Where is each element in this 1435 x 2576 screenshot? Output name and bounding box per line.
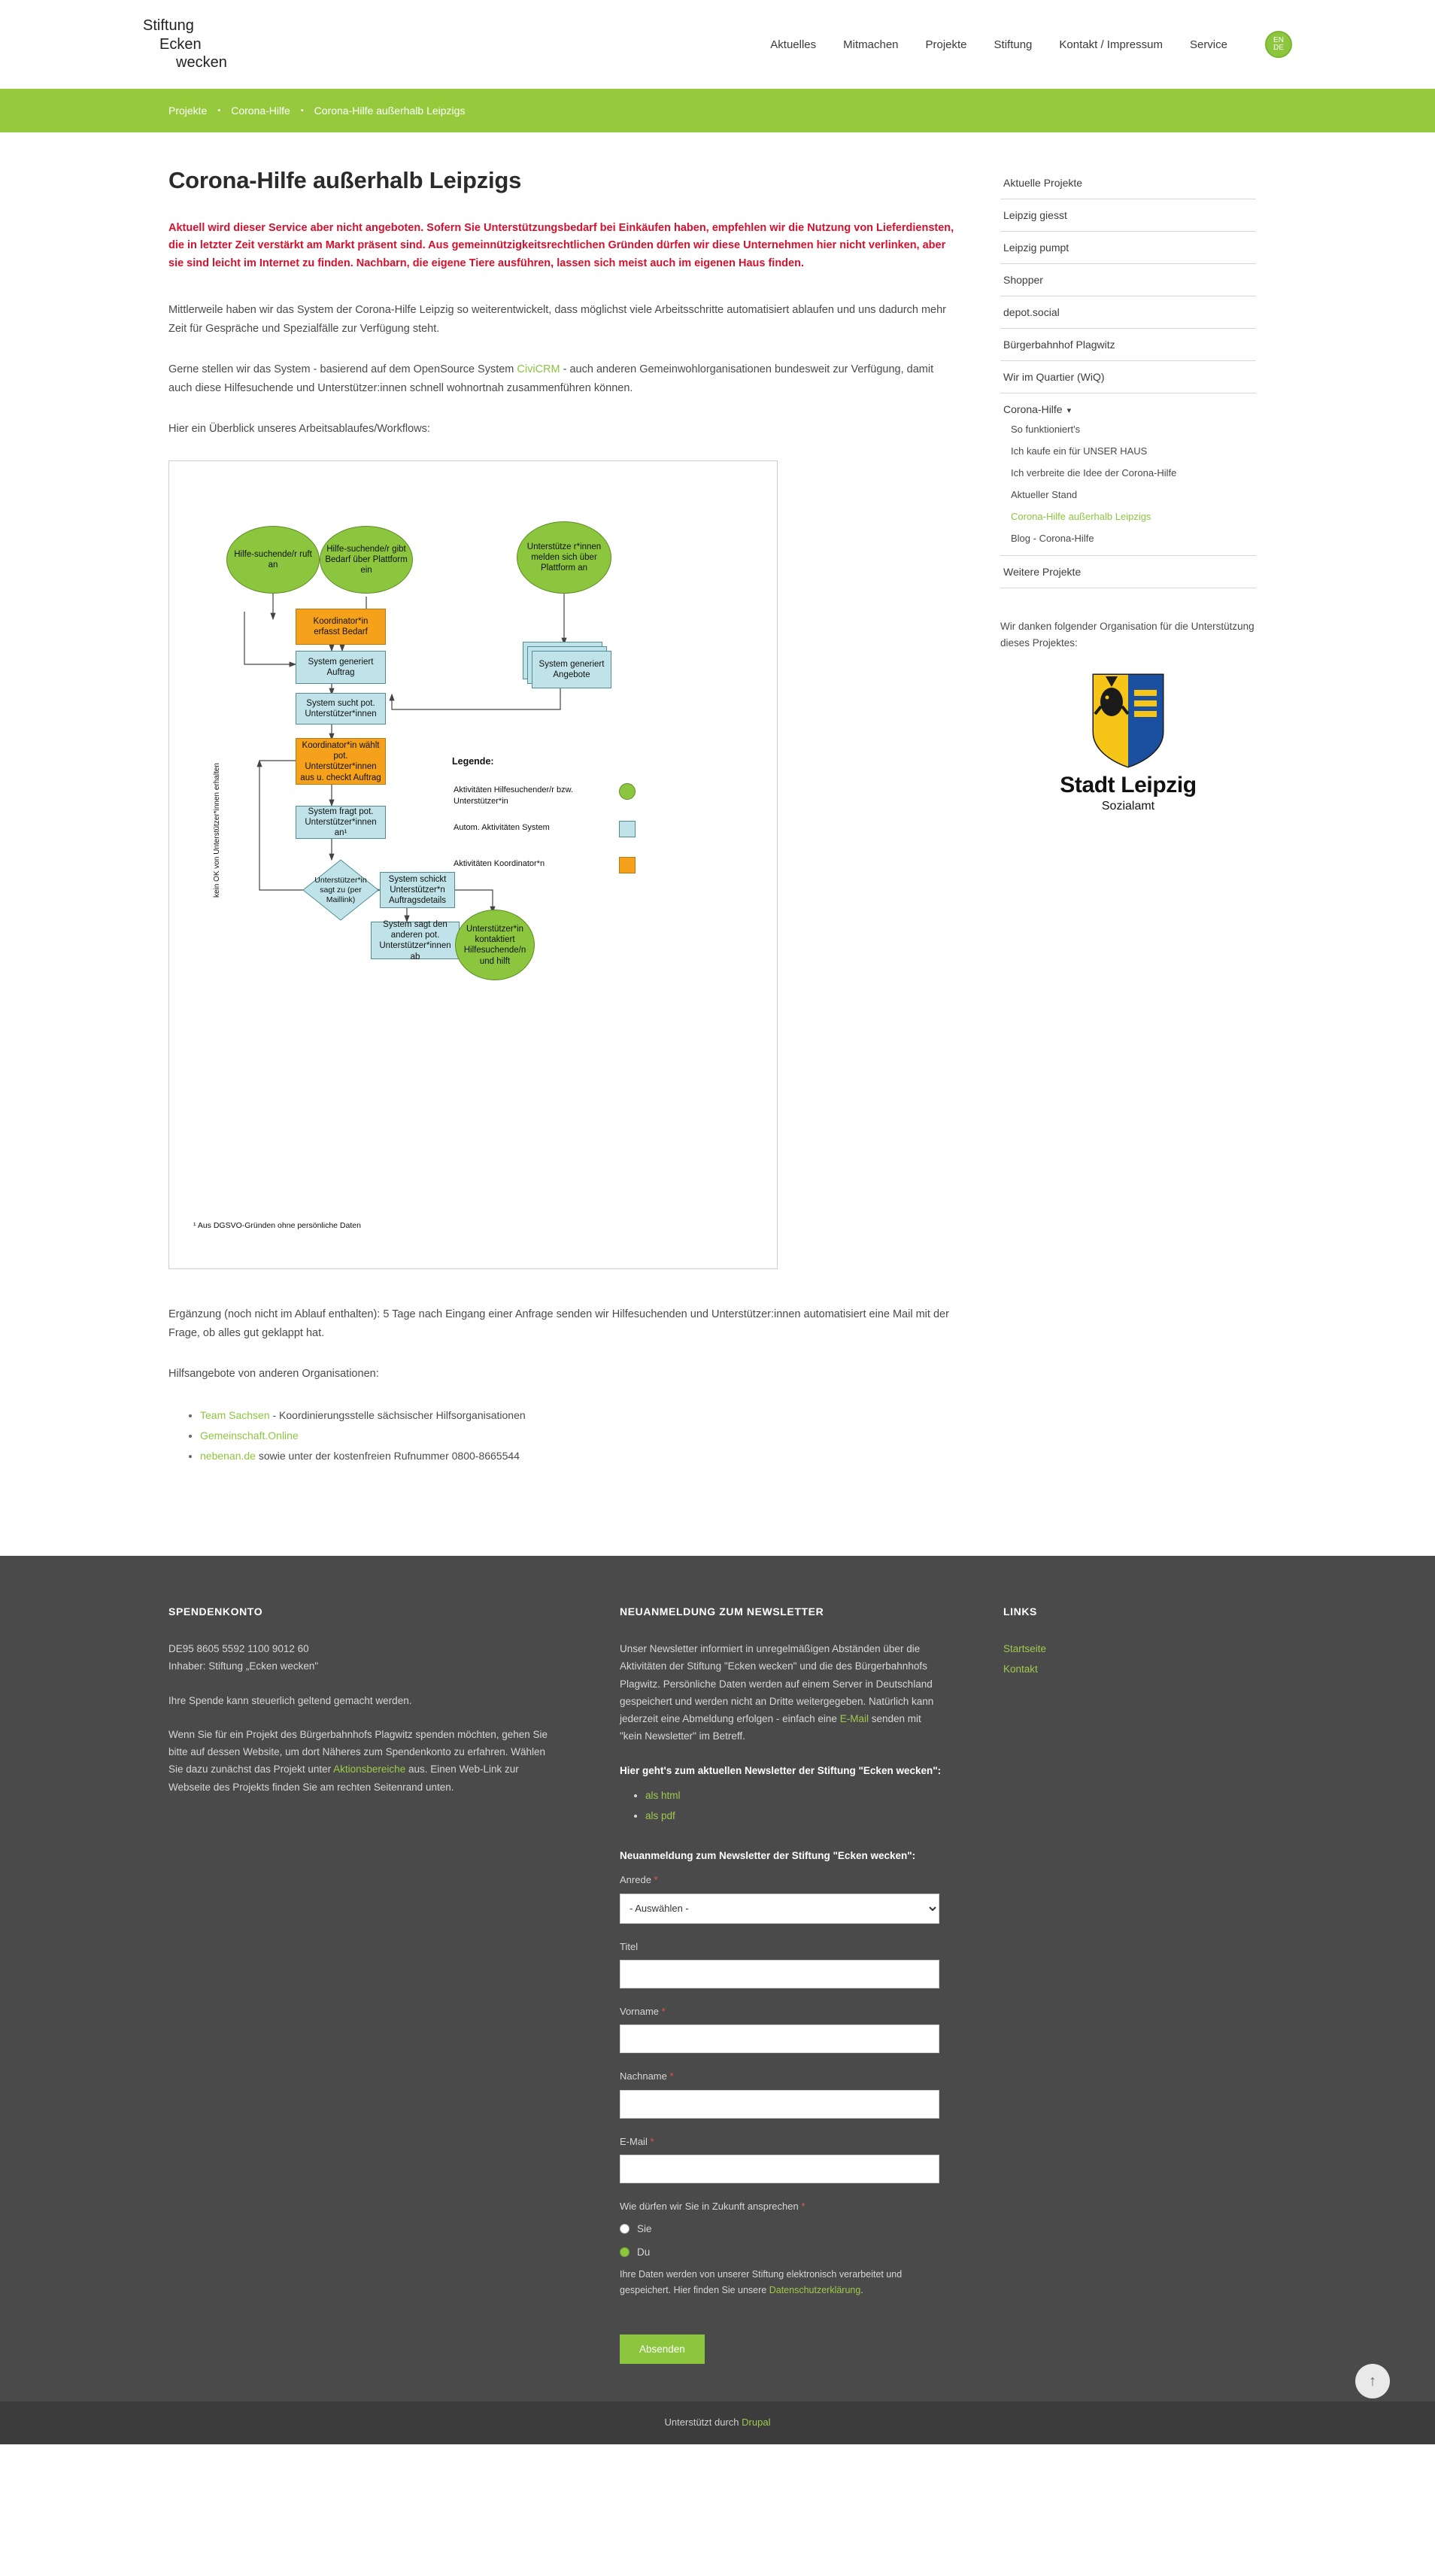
sidebar-item-shopper[interactable] [1000,264,1256,296]
sidebar-item-label[interactable]: Shopper [1003,274,1043,286]
logo-line-3: wecken [176,54,227,71]
sidebar-item-corona-hilfe[interactable] [1000,393,1256,418]
list-item [645,1807,943,1824]
nav-item-projekte[interactable]: Projekte [925,38,967,51]
paragraph-opensource-before: Gerne stellen wir das System - basierend auf dem OpenSource System [168,363,517,376]
vorname-label-text: Vorname [620,2006,660,2018]
flow-node-unterstuetzer-sagt-zu: Unterstützer*in sagt zu (per Maillink) [314,875,367,904]
sidebar-subitem-label[interactable]: Aktueller Stand [1011,489,1078,500]
radio-option-du[interactable] [620,2243,943,2261]
flow-footnote: ¹ Aus DGSVO-Gründen ohne persönliche Daten [193,1221,361,1231]
sponsor-department: Sozialamt [1101,800,1155,813]
site-header [0,0,1435,89]
link-gemeinschaft-online[interactable]: Gemeinschaft.Online [200,1429,299,1441]
page-title: Corona-Hilfe außerhalb Leipzigs [168,167,522,193]
flow-node-koordinator-waehlt: Koordinator*in wählt pot. Unterstützer*innen aus u. checkt Auftrag [296,738,386,785]
anrede-label [620,1872,943,1888]
sidebar-item-label[interactable]: Leipzig pumpt [1003,242,1069,254]
sidebar-subitem-aktueller-stand[interactable] [1000,484,1256,506]
radio-du-icon[interactable] [620,2247,630,2257]
legend-item-3: Aktivitäten Koordinator*n [454,859,545,869]
ansprache-label-text: Wie dürfen wir Sie in Zukunft ansprechen [620,2201,799,2213]
breadcrumb-item-corona-hilfe[interactable]: Corona-Hilfe [231,105,290,117]
footer-heading-newsletter: NEUANMELDUNG ZUM NEWSLETTER [620,1605,824,1618]
paragraph-opensource-after: - auch anderen Gemeinwohlorganisationen bundesweit zur Verfügung, damit auch diese Hilfesuchende und Unterstützer:innen schnell wohnortnah zusammenführen können. [168,363,934,394]
list-item [200,1446,958,1466]
newsletter-format-links [620,1787,943,1824]
footer-link-kontakt[interactable]: Kontakt [1003,1663,1038,1675]
newsletter-current-title: Hier geht's zum aktuellen Newsletter der Stiftung "Ecken wecken": [620,1764,942,1776]
sidebar-subitem-so-funktionierts[interactable] [1000,418,1256,440]
sidebar-subitem-label[interactable]: Ich kaufe ein für UNSER HAUS [1011,445,1148,457]
flow-node-system-sagt-ab: System sagt den anderen pot. Unterstützer*innen ab [371,922,460,959]
footer-column-spendenkonto [168,1602,560,2364]
required-mark: * [661,2006,666,2018]
flow-node-system-schickt-details: System schickt Unterstützer*n Auftragsdetails [380,872,455,908]
radio-option-sie[interactable] [620,2220,943,2237]
sponsor-city-name: Stadt Leipzig [1060,773,1197,798]
anrede-select[interactable] [620,1894,939,1924]
flow-node-system-generiert-angebote: System generiert Angebote [532,651,611,688]
nav-item-service[interactable]: Service [1189,38,1227,51]
leipzig-coat-of-arms-icon [1089,672,1167,768]
nav-item-kontakt-impressum[interactable]: Kontakt / Impressum [1059,38,1163,51]
sidebar-subitems [1000,418,1256,556]
footer-column-links [1003,1602,1229,2364]
sidebar-subitem-blog[interactable] [1000,527,1256,549]
paragraph-other-offers: Hilfsangebote von anderen Organisationen: [168,1367,379,1380]
footer-link-startseite[interactable]: Startseite [1003,1643,1047,1655]
sidebar-item-label[interactable]: Aktuelle Projekte [1003,177,1083,189]
footer-bank-details [168,1640,560,1675]
flow-node-unterstuetzer-sagt-zu-wrapper [302,858,380,922]
newsletter-intro-before: Unser Newsletter informiert in unregelmäßigen Abständen über die Aktivitäten der Stiftung "Ecken wecken" und die des Bürgerbahnhofs Plagwitz. Persönliche Daten werden auf einem Server in Deutschland gespeichert und werden nicht an Dritte weitergegeben. Natürlich kann jederzeit eine Abmeldung erfolgen - einfach eine [620,1643,934,1725]
radio-sie-label: Sie [637,2222,652,2234]
list-item [1003,1640,1229,1657]
paragraph-system-development: Mittlerweile haben wir das System der Corona-Hilfe Leipzig so weiterentwickelt, dass möglichst viele Arbeitsschritte automatisiert ablaufen und uns dadurch mehr Zeit für Gespräche und Spezialfälle zur Verfügung steht. [168,304,947,335]
footer-heading-links: LINKS [1003,1605,1037,1618]
list-item-rest-3: sowie unter der kostenfreien Rufnummer 0800-8665544 [255,1449,520,1462]
email-field[interactable] [620,2155,939,2183]
sidebar-item-label[interactable]: Weitere Projekte [1003,566,1082,578]
flow-node-system-fragt-unterstuetzer: System fragt pot. Unterstützer*innen an¹ [296,806,386,839]
ansprache-label [620,2198,943,2215]
privacy-note-after: . [860,2285,863,2296]
sidebar-item-leipzig-pumpt[interactable] [1000,232,1256,264]
newsletter-intro-after: senden mit "kein Newsletter" im Betreff. [620,1713,921,1742]
sidebar-item-label[interactable]: Wir im Quartier (WiQ) [1003,371,1105,383]
titel-label: Titel [620,1940,639,1952]
flow-vertical-label: kein OK von Unterstützer*innen erhalten [213,763,221,898]
flow-node-hilfesuchender-plattform: Hilfe-suchende/r gibt Bedarf über Plattform ein [320,526,413,594]
workflow-diagram [168,460,778,1269]
nav-item-mitmachen[interactable]: Mitmachen [843,38,899,51]
sidebar-item-label[interactable]: Leipzig giesst [1003,209,1067,221]
flow-node-system-sucht-unterstuetzer: System sucht pot. Unterstützer*innen [296,693,386,724]
flow-node-koordinator-erfasst-bedarf: Koordinator*in erfasst Bedarf [296,609,386,645]
powered-by-text: Unterstützt durch [664,2417,742,2429]
legend-swatch-blue-icon [619,821,636,837]
help-offers-list [168,1405,958,1466]
sidebar-subitem-label[interactable]: Blog - Corona-Hilfe [1011,533,1094,544]
nav-item-aktuelles[interactable]: Aktuelles [770,38,817,51]
breadcrumb-separator-2: • [300,106,304,115]
language-en-label: EN [1273,36,1284,44]
newsletter-html-link[interactable]: als html [645,1789,681,1801]
chevron-down-icon: ▾ [1066,406,1072,415]
drupal-link[interactable]: Drupal [742,2417,771,2429]
breadcrumb-separator-1: • [217,106,221,115]
sidebar-subitem-label[interactable]: So funktioniert's [1011,424,1081,435]
footer-links-list [1003,1640,1229,1678]
site-logo[interactable] [143,17,227,71]
main-column [168,167,988,1466]
link-nebenan-de[interactable]: nebenan.de [200,1449,256,1462]
sidebar-item-label[interactable]: Bürgerbahnhof Plagwitz [1003,339,1115,351]
radio-du-label: Du [637,2246,651,2258]
legend-swatch-orange-icon [619,857,636,873]
aktionsbereiche-link[interactable]: Aktionsbereiche [333,1763,406,1776]
paragraph-workflow-intro: Hier ein Überblick unseres Arbeitsablaufes/Workflows: [168,422,430,435]
sidebar-item-depot-social[interactable] [1000,296,1256,329]
flow-node-hilfesuchender-ruft-an: Hilfe-suchende/r ruft an [226,526,320,594]
paragraph-supplement: Ergänzung (noch nicht im Ablauf enthalten): 5 Tage nach Eingang einer Anfrage senden wir Hilfesuchenden und Unterstützer:innen automatisiert eine Mail mit der Frage, ob alles gut geklappt hat. [168,1308,949,1339]
sidebar-subitem-ausserhalb-leipzigs[interactable] [1000,506,1256,527]
sponsor-logo [1000,672,1256,813]
list-item [200,1405,958,1426]
nachname-input[interactable] [620,2090,939,2119]
sidebar-item-weitere-projekte[interactable] [1000,556,1256,588]
footer-project-note [168,1726,560,1796]
breadcrumb-item-current[interactable]: Corona-Hilfe außerhalb Leipzigs [314,105,466,117]
privacy-note-before: Ihre Daten werden von unserer Stiftung elektronisch verarbeitet und gespeichert. Hier finden Sie unsere [620,2268,903,2296]
footer-column-newsletter [620,1602,943,2364]
sponsor-note: Wir danken folgender Organisation für die Unterstützung dieses Projektes: [1000,621,1254,649]
newsletter-pdf-link[interactable]: als pdf [645,1809,675,1821]
site-footer [0,1556,1435,2401]
required-mark: * [654,1874,658,1886]
footer-tax-note: Ihre Spende kann steuerlich geltend gemacht werden. [168,1694,412,1706]
vorname-input[interactable] [620,2025,939,2053]
bottom-bar [0,2372,1435,2444]
sidebar [1000,167,1256,813]
absenden-button[interactable]: Absenden [620,2334,705,2364]
email-label [620,2134,943,2150]
flow-node-unterstuetzer-meldet-sich: Unterstütze r*innen melden sich über Plattform an [517,521,611,594]
required-mark: * [650,2135,654,2147]
nachname-label-text: Nachname [620,2070,667,2082]
warning-notice: Aktuell wird dieser Service aber nicht angeboten. Sofern Sie Unterstützungsbedarf bei Einkäufen haben, empfehlen wir die Nutzung von Lieferdiensten, die in letzter Zeit verstärkt am Markt präsent sind. Aus gemeinnützigkeitsrechtlichen Gründen dürfen wir diese Unternehmen hier nicht verlinken, aber sie sind leicht im Internet zu finden. Nachbarn, die eigene Tiere ausführen, lassen sich meist auch im eigenen Haus finden. [168,222,954,269]
footer-project-note-after: aus. Einen Web-Link zur Webseite des Projekts finden Sie am rechten Seitenrand unten. [168,1763,519,1793]
newsletter-intro [620,1640,943,1745]
list-item [645,1787,943,1804]
list-item [200,1426,958,1446]
link-team-sachsen[interactable]: Team Sachsen [200,1409,270,1422]
legend-item-1: Aktivitäten Hilfesuchender/r bzw. Unterstützer*in [454,785,573,806]
newsletter-email-link[interactable]: E-Mail [839,1713,869,1725]
sidebar-item-label[interactable]: Corona-Hilfe [1003,403,1063,415]
language-de-label: DE [1273,44,1284,52]
list-item-rest-1: - Koordinierungsstelle sächsischer Hilfsorganisationen [269,1409,526,1422]
flow-node-system-generiert-auftrag: System generiert Auftrag [296,651,386,684]
logo-line-1: Stiftung [143,17,194,35]
sidebar-subitem-unser-haus[interactable] [1000,440,1256,462]
sidebar-item-buergerbahnhof-plagwitz[interactable] [1000,329,1256,361]
civicrm-link[interactable]: CiviCRM [517,363,560,376]
content-area [0,132,1435,1556]
language-switcher-icon[interactable] [1265,31,1292,58]
anrede-label-text: Anrede [620,1874,651,1886]
footer-heading-spendenkonto: SPENDENKONTO [168,1605,263,1618]
nav-item-stiftung[interactable]: Stiftung [994,38,1033,51]
email-label-text: E-Mail [620,2135,648,2147]
paragraph-opensource [168,360,958,397]
newsletter-form-title: Neuanmeldung zum Newsletter der Stiftung "Ecken wecken": [620,1850,916,1862]
logo-line-2: Ecken [159,35,202,53]
legend-title: Legende: [452,756,494,767]
nachname-label [620,2068,943,2085]
sidebar-item-leipzig-giesst[interactable] [1000,199,1256,232]
breadcrumb-item-projekte[interactable]: Projekte [168,105,208,117]
footer-iban: DE95 8605 5592 1100 9012 60 [168,1643,309,1655]
titel-input[interactable] [620,1960,939,1988]
sidebar-item-label[interactable]: depot.social [1003,306,1060,318]
sidebar-item-aktuelle-projekte[interactable] [1000,167,1256,199]
sidebar-subitem-idee-verbreiten[interactable] [1000,462,1256,484]
footer-account-owner: Inhaber: Stiftung „Ecken wecken" [168,1660,319,1672]
required-mark: * [801,2201,805,2213]
sidebar-subitem-label[interactable]: Corona-Hilfe außerhalb Leipzigs [1011,511,1151,522]
scroll-to-top-icon[interactable]: ↑ [1355,2364,1390,2398]
radio-sie-icon[interactable] [620,2224,630,2234]
footer-project-note-before: Wenn Sie für ein Projekt des Bürgerbahnhofs Plagwitz spenden möchten, gehen Sie bitte auf dessen Website, um dort Näheres zum Spendenkonto zu erfahren. Wählen Sie dazu zunächst das Projekt unter [168,1728,548,1776]
datenschutz-link[interactable]: Datenschutzerklärung [769,2285,861,2296]
sidebar-item-wir-im-quartier[interactable] [1000,361,1256,393]
breadcrumb [0,89,1435,132]
sidebar-subitem-label[interactable]: Ich verbreite die Idee der Corona-Hilfe [1011,467,1177,478]
privacy-note [620,2267,943,2299]
main-navigation [770,31,1292,58]
vorname-label [620,2003,943,2020]
legend-item-2: Autom. Aktivitäten System [454,823,550,833]
list-item [1003,1660,1229,1678]
flow-node-unterstuetzer-kontaktiert: Unterstützer*in kontaktiert Hilfesuchende/n und hilft [455,910,535,980]
required-mark: * [669,2070,674,2082]
